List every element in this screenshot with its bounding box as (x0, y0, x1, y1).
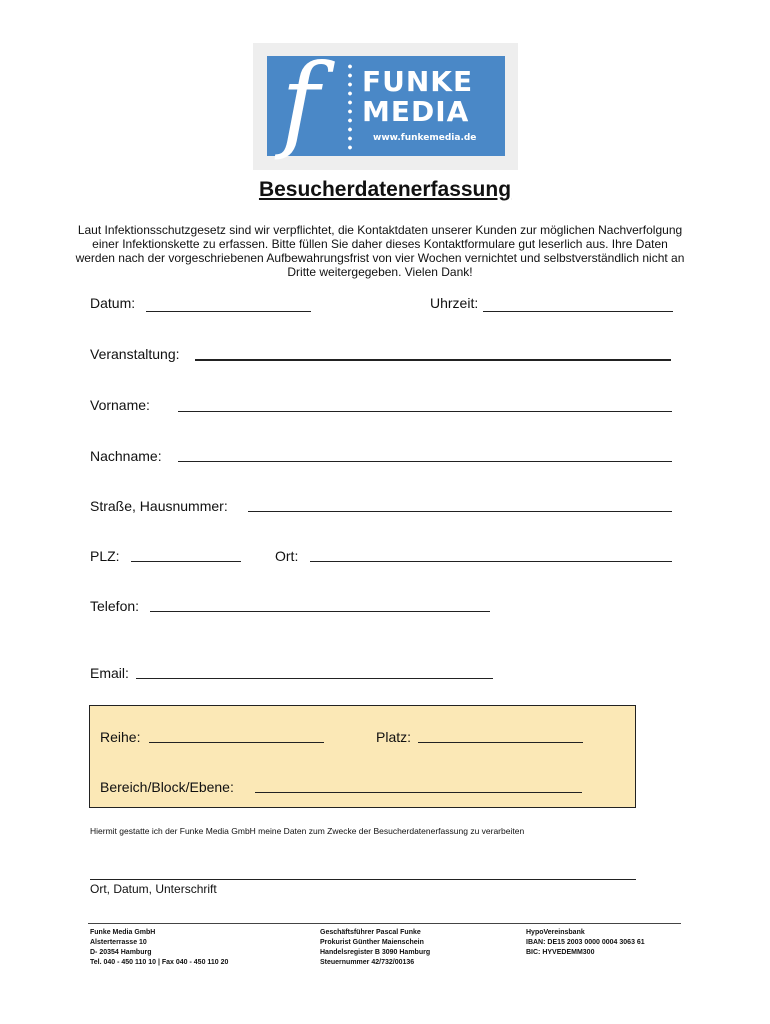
footer-company-street: Alsterterrasse 10 (90, 939, 147, 946)
veranstaltung-field[interactable] (195, 359, 671, 361)
footer-bic: BIC: HYVEDEMM300 (526, 949, 595, 956)
footer-iban: IBAN: DE15 2003 0000 0004 3063 61 (526, 939, 645, 946)
telefon-field[interactable] (150, 611, 490, 612)
veranstaltung-label: Veranstaltung: (90, 346, 180, 362)
footer-divider (88, 923, 681, 924)
footer-company-phone: Tel. 040 - 450 110 10 | Fax 040 - 450 110 20 (90, 959, 229, 966)
logo-media-text: MEDIA (362, 95, 470, 128)
reihe-label: Reihe: (100, 729, 141, 745)
telefon-label: Telefon: (90, 598, 140, 614)
bereich-field[interactable] (255, 792, 582, 793)
email-label: Email: (90, 665, 129, 681)
logo-funke-text: FUNKE (362, 65, 474, 98)
platz-field[interactable] (418, 742, 583, 743)
signature-label: Ort, Datum, Unterschrift (90, 882, 217, 896)
footer-management (320, 928, 430, 968)
footer-ceo: Geschäftsführer Pascal Funke (320, 929, 421, 936)
strasse-field[interactable] (248, 511, 672, 512)
footer-prokurist: Prokurist Günther Maienschein (320, 939, 424, 946)
datum-field[interactable] (146, 311, 311, 312)
footer-company-city: D- 20354 Hamburg (90, 949, 152, 956)
plz-field[interactable] (131, 561, 241, 562)
platz-label: Platz: (376, 729, 412, 745)
strasse-label: Straße, Hausnummer: (90, 498, 228, 514)
ort-label: Ort: (275, 548, 299, 564)
vorname-field[interactable] (178, 411, 672, 412)
footer-company-name: Funke Media GmbH (90, 929, 156, 936)
logo-perforation (347, 62, 353, 152)
footer (88, 928, 688, 966)
footer-tax-number: Steuernummer 42/732/00136 (320, 959, 415, 966)
vorname-label: Vorname: (90, 397, 150, 413)
consent-text: Hiermit gestatte ich der Funke Media GmbH meine Daten zum Zwecke der Besucherdatenerfassung zu verarbeiten (90, 826, 525, 836)
footer-company (90, 928, 228, 968)
nachname-field[interactable] (178, 461, 672, 462)
logo-f-letter: f (281, 41, 320, 163)
reihe-field[interactable] (149, 742, 324, 743)
email-field[interactable] (136, 678, 493, 679)
uhrzeit-field[interactable] (483, 311, 673, 312)
datum-label: Datum: (90, 295, 136, 311)
bereich-label: Bereich/Block/Ebene: (100, 779, 234, 795)
footer-bank-name: HypoVereinsbank (526, 929, 585, 936)
footer-bank (526, 928, 645, 958)
plz-label: PLZ: (90, 548, 120, 564)
nachname-label: Nachname: (90, 448, 162, 464)
logo-url: www.funkemedia.de (373, 133, 477, 143)
signature-field[interactable] (90, 879, 636, 880)
page-title: Besucherdatenerfassung (258, 178, 512, 201)
intro-text: Laut Infektionsschutzgesetz sind wir verpflichtet, die Kontaktdaten unserer Kunden zur möglichen Nachverfolgung einer Infektionskette zu erfassen. Bitte füllen Sie daher dieses Kontaktformulare gut leserlich aus. Ihre Daten werden nach der vorgeschriebenen Aufbewahrungsfrist von vier Wochen vernichtet und selbstverständlich nicht an Dritte weitergegeben. Vielen Dank! (75, 223, 685, 279)
ort-field[interactable] (310, 561, 672, 562)
uhrzeit-label: Uhrzeit: (430, 295, 479, 311)
footer-register: Handelsregister B 3090 Hamburg (320, 949, 431, 956)
